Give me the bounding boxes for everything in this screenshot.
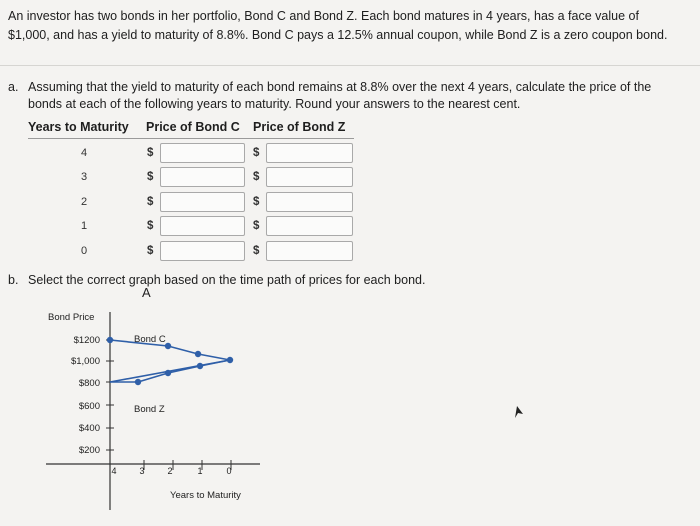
dollar-sign: $ [253,147,260,159]
header-years-to-maturity: Years to Maturity [28,120,129,134]
bond-c-price-input[interactable] [160,167,245,187]
bond-c-point [165,343,171,349]
dollar-sign: $ [147,171,154,183]
table-header-rule [28,138,354,139]
part-b-letter: b. [8,273,19,287]
y-tick-label: $800 [78,378,100,389]
y-tick-label: $600 [78,401,100,412]
bond-c-series-line [110,340,230,360]
bond-z-price-input[interactable] [266,241,353,261]
part-a-question [8,79,680,113]
graph-option-label: A [142,285,151,300]
dollar-sign: $ [253,196,260,208]
bond-c-price-input[interactable] [160,143,245,163]
bond-c-price-input[interactable] [160,241,245,261]
dollar-sign: $ [253,220,260,232]
bond-z-point [165,370,171,376]
graph-option-a[interactable] [38,302,278,516]
bond-c-price-input[interactable] [160,216,245,236]
years-cell: 0 [80,245,88,257]
bond-z-price-input[interactable] [266,143,353,163]
dollar-sign: $ [147,196,154,208]
dollar-sign: $ [253,245,260,257]
table-row [0,216,700,238]
dollar-sign: $ [147,147,154,159]
table-row [0,241,700,263]
bond-z-point [197,363,203,369]
bond-c-price-input[interactable] [160,192,245,212]
years-cell: 1 [80,220,88,232]
x-tick-label: 0 [226,466,232,476]
y-axis-label: Bond Price [48,312,95,323]
x-tick-label: 3 [139,466,145,476]
dollar-sign: $ [147,245,154,257]
years-cell: 4 [80,147,88,159]
bond-c-point [227,357,233,363]
dollar-sign: $ [253,171,260,183]
x-tick-label: 1 [197,466,203,476]
table-row [0,167,700,189]
x-tick-label: 4 [111,466,117,476]
part-a-text: Assuming that the yield to maturity of each bond remains at 8.8% over the next 4 years, calculate the price of the bonds at each of the following years to maturity. Round your answers to the nearest cent. [28,80,652,111]
mouse-cursor-icon [509,404,525,420]
bond-z-label: Bond Z [134,404,165,415]
bond-z-price-input[interactable] [266,216,353,236]
bond-z-point [135,379,141,385]
bond-c-point [195,351,201,357]
y-tick-label: $1,000 [70,356,100,367]
table-row [0,192,700,214]
bond-c-label: Bond C [134,334,166,345]
part-b-text: Select the correct graph based on the time path of prices for each bond. [28,273,426,287]
section-divider [0,65,700,66]
y-tick-label: $1200 [73,335,100,346]
header-price-bond-c: Price of Bond C [146,120,240,134]
y-tick-label: $200 [78,445,100,456]
years-cell: 2 [80,196,88,208]
x-tick-label: 2 [167,466,173,476]
dollar-sign: $ [147,220,154,232]
table-row [0,143,700,165]
part-b-question [8,272,680,289]
bond-z-price-input[interactable] [266,192,353,212]
part-a-letter: a. [8,80,19,94]
x-axis-label: Years to Maturity [170,490,241,501]
problem-intro: An investor has two bonds in her portfolio, Bond C and Bond Z. Each bond matures in 4 years, has a face value of $1,000, and has a yield to maturity of 8.8%. Bond C pays a 12.5% annual coupon, while Bond Z is a zero coupon bond. [8,9,668,42]
bond-z-price-input[interactable] [266,167,353,187]
bond-c-point [107,337,113,343]
years-cell: 3 [80,171,88,183]
header-price-bond-z: Price of Bond Z [253,120,346,134]
y-tick-label: $400 [78,423,100,434]
